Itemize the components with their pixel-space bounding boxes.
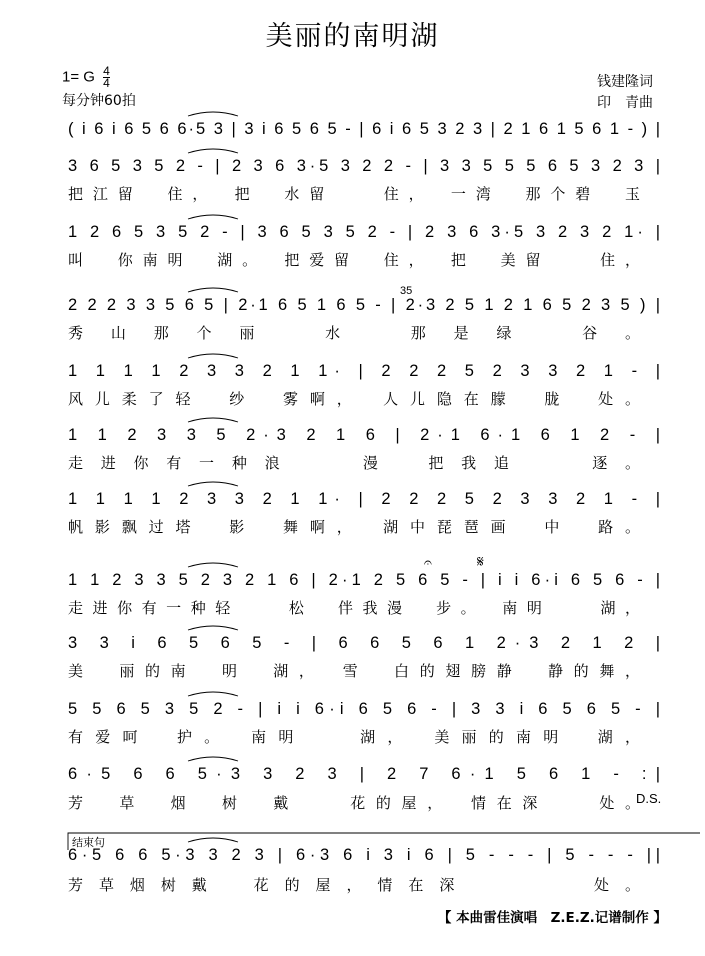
- notation-text: 1 1 2 3 3 5 2·3 2 1 6 | 2·1 6·1 6 1 2 - |: [68, 426, 660, 444]
- score-line: [68, 757, 660, 812]
- notation-text: ( i 6 i 6 5 6 6·5 3 | 3 i 6 5 6 5 - | 6 i 6 5 3 2 3 | 2 1 6 1 5 6 1 - ) |: [68, 120, 661, 138]
- slur-arc: [188, 288, 238, 292]
- score-line: [68, 692, 660, 746]
- key-label: 1= G: [62, 68, 95, 86]
- lyrics-text: 秀山那个丽 水 那是绿 谷。: [68, 324, 640, 342]
- lyrics-text: 帆影飘过塔 影 舞啊， 湖中琵琶画 中 路。: [68, 518, 640, 536]
- composer: 印 青曲: [597, 95, 653, 111]
- footer-credit: 【 本曲雷佳演唱 Z.E.Z.记谱制作 】: [437, 910, 667, 926]
- notation-text: 6·5 6 6 5·3 3 2 3 | 6·3 6 i 3 i 6 | 5 - - - | 5 - - - ||: [68, 846, 660, 864]
- score-line: [68, 563, 660, 617]
- score-line: [68, 482, 660, 536]
- notation-text: 1 1 1 1 2 3 3 2 1 1· | 2 2 2 5 2 3 3 2 1 - |: [68, 490, 661, 508]
- slur-arc: [188, 482, 238, 486]
- score-line: [68, 626, 660, 680]
- tempo-marking: 每分钟60拍: [62, 93, 136, 109]
- slur-arc: [188, 149, 238, 153]
- fermata-icon: 𝄐: [424, 555, 432, 571]
- notation-text: 1 1 2 3 3 5 2 3 2 1 6 | 2·1 2 5 6 5 - | i i 6·i 6 5 6 - |: [68, 571, 661, 589]
- rest-count: 35: [400, 285, 413, 297]
- lyricist: 钱建隆词: [597, 74, 653, 90]
- notation-text: 5 5 6 5 3 5 2 - | i i 6·i 6 5 6 - | 3 3 i 6 5 6 5 - |: [68, 700, 661, 718]
- score-line: [68, 215, 660, 269]
- slur-arc: [188, 626, 238, 630]
- notation-text: 6·5 6 6 5·3 3 2 3 | 2 7 6·1 5 6 1 - :|: [68, 765, 660, 783]
- slur-arc: [188, 215, 238, 219]
- notation-text: 1 1 1 1 2 3 3 2 1 1· | 2 2 2 5 2 3 3 2 1 - |: [68, 362, 661, 380]
- lyrics-text: 有爱呵 护。 南明 湖， 美丽的南明 湖，: [68, 728, 640, 746]
- slur-arc: [188, 757, 238, 761]
- score-line: [68, 418, 660, 472]
- score-line: [68, 149, 660, 203]
- lyrics-text: 芳 草 烟 树 戴 花的屋， 情在深 处。: [68, 794, 640, 812]
- lyrics-text: 风儿柔了轻 纱 雾啊， 人儿隐在朦 胧 处。: [68, 390, 640, 408]
- time-sig-bottom: 4: [103, 76, 110, 90]
- ds-label: D.S.: [636, 791, 662, 806]
- score-line: [68, 354, 660, 408]
- lyrics-text: 美 丽的南 明 湖， 雪 白的翅膀静 静的舞，: [68, 662, 640, 680]
- lyrics-text: 把江留 住， 把 水留 住， 一湾 那个碧 玉: [68, 185, 640, 203]
- lyrics-text: 叫 你南明 湖。 把爱留 住， 把 美留 住，: [68, 251, 640, 269]
- page-title: 美丽的南明湖: [265, 21, 440, 52]
- slur-arc: [188, 692, 238, 696]
- lyrics-text: 走进你有一种轻 松 伴我漫 步。 南明 湖，: [68, 599, 640, 617]
- notation-text: 3 6 5 3 5 2 - | 2 3 6 3·5 3 2 2 - | 3 3 5 5 5 6 5 3 2 3 |: [68, 157, 661, 175]
- slur-arc: [188, 354, 238, 358]
- slur-arc: [188, 418, 238, 422]
- lyrics-text: 芳草烟树戴 花的屋，情在深 处。: [68, 876, 640, 894]
- notation-text: 3 3 i 6 5 6 5 - | 6 6 5 6 1 2·3 2 1 2 |: [68, 634, 660, 652]
- lyrics-text: 走进你有一种浪 漫 把我追 逐。: [68, 454, 641, 472]
- time-sig-top: 4: [103, 64, 110, 78]
- slur-arc: [188, 112, 238, 116]
- slur-arc: [188, 838, 238, 842]
- segno-icon: 𝄋: [477, 552, 484, 571]
- slur-arc: [188, 563, 238, 567]
- score-line: [68, 112, 660, 139]
- ending-label: 结束句: [72, 836, 105, 849]
- score-line: [68, 838, 660, 894]
- notation-text: 2 2 2 3 3 5 6 5 | 2·1 6 5 1 6 5 - | 2·3 2 5 1 2 1 6 5 2 3 5 ) |: [68, 296, 660, 314]
- notation-text: 1 2 6 5 3 5 2 - | 3 6 5 3 5 2 - | 2 3 6 3·5 3 2 3 2 1· |: [68, 223, 661, 241]
- score-line: [68, 288, 660, 342]
